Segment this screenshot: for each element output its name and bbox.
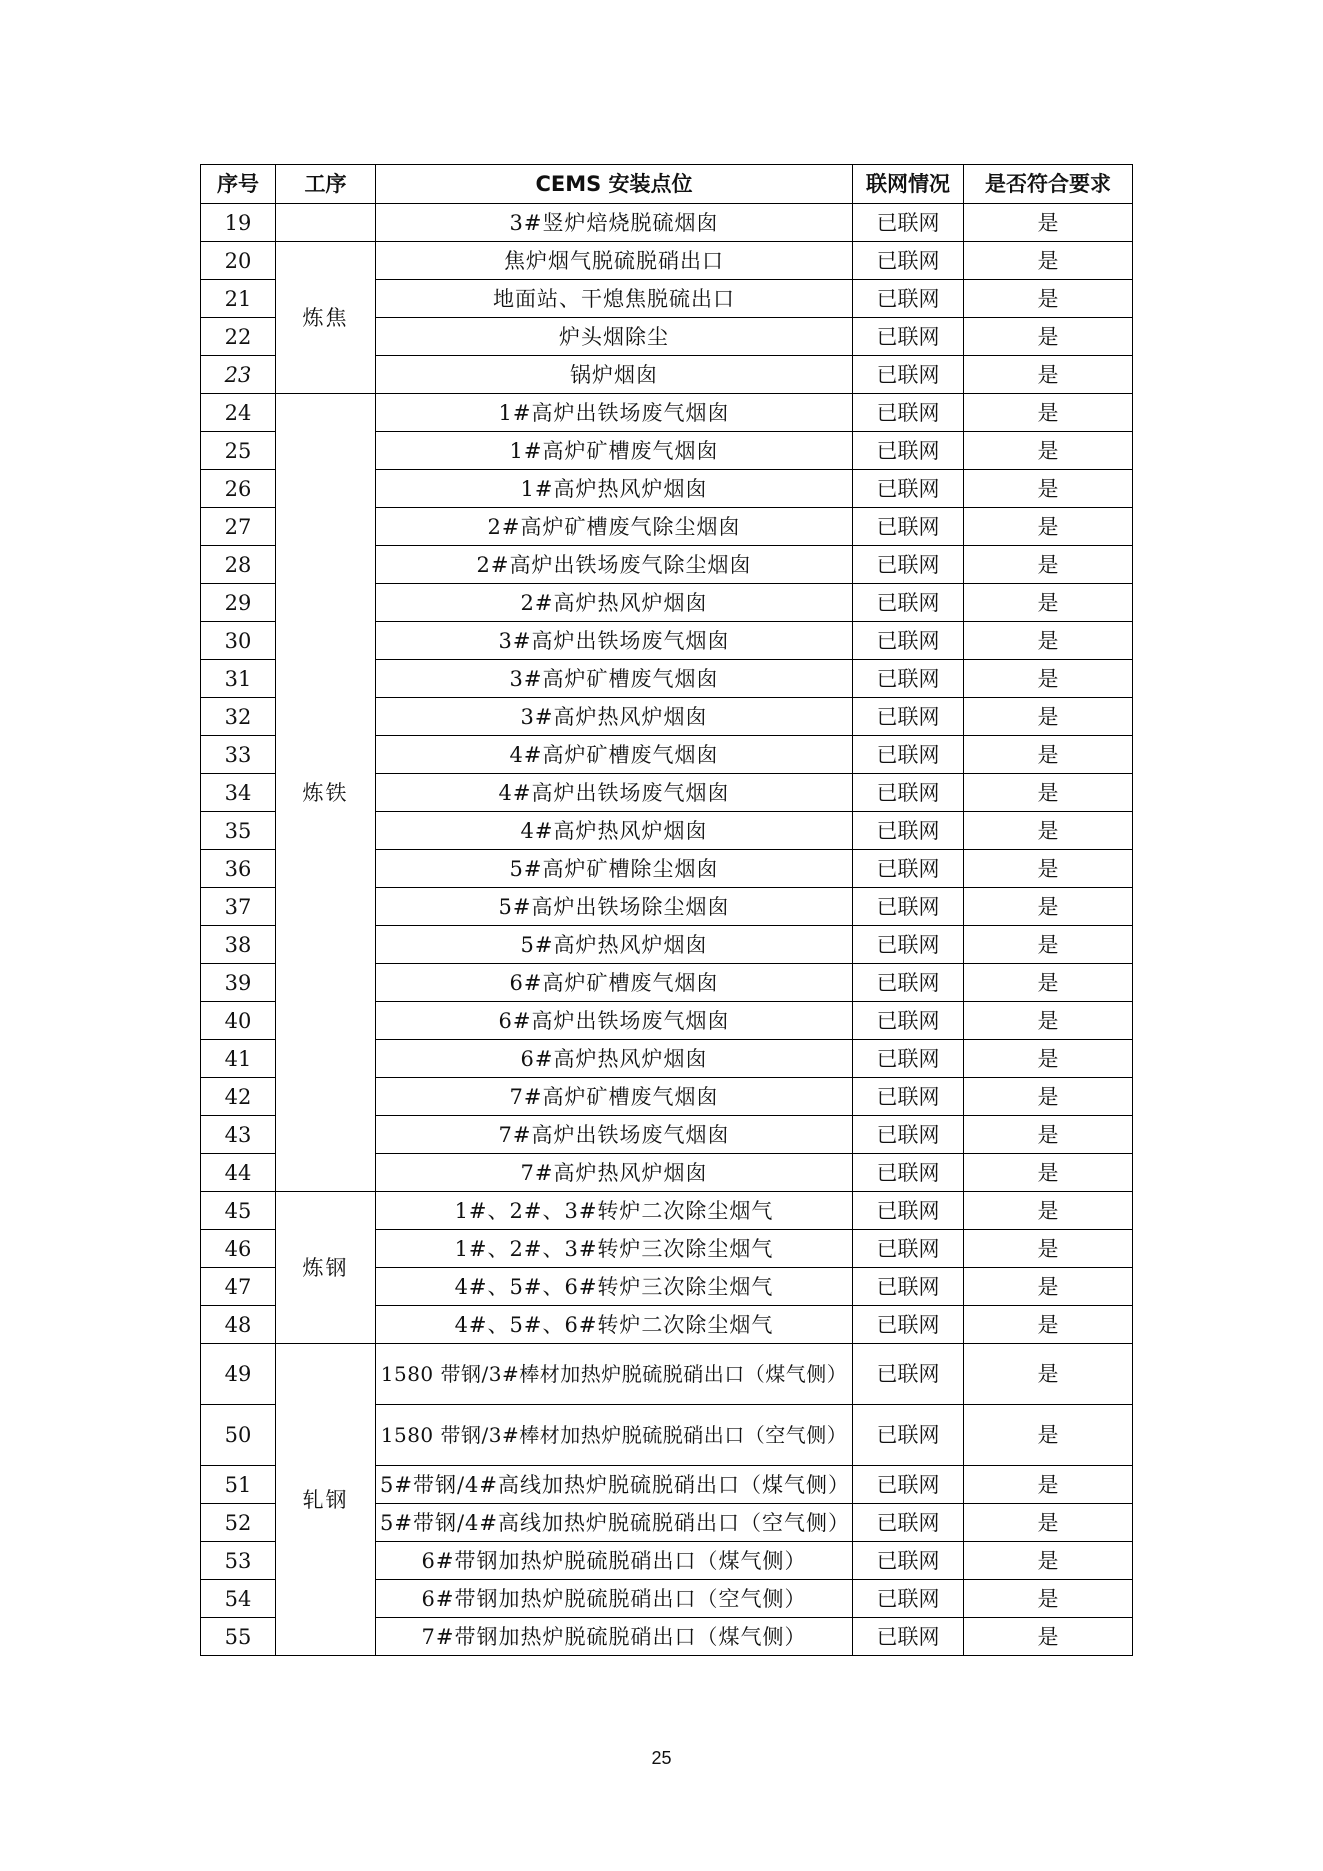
compliance-cell: 是 [964,1580,1133,1618]
location-cell: 4#高炉热风炉烟囱 [376,812,853,850]
compliance-cell: 是 [964,1504,1133,1542]
row-number: 41 [201,1040,276,1078]
compliance-cell: 是 [964,888,1133,926]
compliance-cell: 是 [964,584,1133,622]
compliance-cell: 是 [964,242,1133,280]
compliance-cell: 是 [964,964,1133,1002]
compliance-cell: 是 [964,280,1133,318]
header-network: 联网情况 [853,165,964,204]
network-status-cell: 已联网 [853,1542,964,1580]
compliance-cell: 是 [964,394,1133,432]
table-row [201,1344,1133,1405]
compliance-cell: 是 [964,356,1133,394]
row-number: 44 [201,1154,276,1192]
compliance-cell: 是 [964,470,1133,508]
location-cell: 5#高炉热风炉烟囱 [376,926,853,964]
network-status-cell: 已联网 [853,356,964,394]
header-compliant: 是否符合要求 [964,165,1133,204]
table-row [201,242,1133,280]
row-number: 19 [201,204,276,242]
location-cell: 5#带钢/4#高线加热炉脱硫脱硝出口（空气侧） [376,1504,853,1542]
location-cell: 6#高炉出铁场废气烟囱 [376,1002,853,1040]
row-number: 55 [201,1618,276,1656]
row-number: 49 [201,1344,276,1405]
network-status-cell: 已联网 [853,698,964,736]
row-number: 32 [201,698,276,736]
compliance-cell: 是 [964,1268,1133,1306]
row-number: 40 [201,1002,276,1040]
network-status-cell: 已联网 [853,736,964,774]
row-number: 31 [201,660,276,698]
row-number: 25 [201,432,276,470]
location-cell: 7#高炉出铁场废气烟囱 [376,1116,853,1154]
location-cell: 1#、2#、3#转炉三次除尘烟气 [376,1230,853,1268]
network-status-cell: 已联网 [853,318,964,356]
header-no: 序号 [201,165,276,204]
network-status-cell: 已联网 [853,1580,964,1618]
location-cell: 焦炉烟气脱硫脱硝出口 [376,242,853,280]
network-status-cell: 已联网 [853,432,964,470]
network-status-cell: 已联网 [853,394,964,432]
table-row [201,1192,1133,1230]
compliance-cell: 是 [964,812,1133,850]
row-number: 45 [201,1192,276,1230]
location-cell: 6#带钢加热炉脱硫脱硝出口（煤气侧） [376,1542,853,1580]
location-cell: 1#、2#、3#转炉二次除尘烟气 [376,1192,853,1230]
network-status-cell: 已联网 [853,508,964,546]
table-row [201,394,1133,432]
network-status-cell: 已联网 [853,622,964,660]
location-cell: 2#高炉出铁场废气除尘烟囱 [376,546,853,584]
compliance-cell: 是 [964,1040,1133,1078]
row-number: 28 [201,546,276,584]
compliance-cell: 是 [964,1306,1133,1344]
location-cell: 锅炉烟囱 [376,356,853,394]
process-cell: 炼焦 [276,242,376,394]
compliance-cell: 是 [964,1466,1133,1504]
compliance-cell: 是 [964,850,1133,888]
network-status-cell: 已联网 [853,774,964,812]
row-number: 34 [201,774,276,812]
compliance-cell: 是 [964,1078,1133,1116]
table-body [201,204,1133,1656]
compliance-cell: 是 [964,1002,1133,1040]
compliance-cell: 是 [964,318,1133,356]
location-cell: 4#、5#、6#转炉二次除尘烟气 [376,1306,853,1344]
location-cell: 1#高炉热风炉烟囱 [376,470,853,508]
row-number: 20 [201,242,276,280]
compliance-cell: 是 [964,1116,1133,1154]
row-number: 37 [201,888,276,926]
location-cell: 1580 带钢/3#棒材加热炉脱硫脱硝出口（煤气侧） [376,1344,853,1405]
row-number: 53 [201,1542,276,1580]
network-status-cell: 已联网 [853,280,964,318]
network-status-cell: 已联网 [853,1040,964,1078]
network-status-cell: 已联网 [853,1344,964,1405]
location-cell: 2#高炉矿槽废气除尘烟囱 [376,508,853,546]
row-number: 23 [201,356,276,394]
location-cell: 4#高炉出铁场废气烟囱 [376,774,853,812]
location-cell: 2#高炉热风炉烟囱 [376,584,853,622]
network-status-cell: 已联网 [853,1618,964,1656]
compliance-cell: 是 [964,1230,1133,1268]
row-number: 21 [201,280,276,318]
row-number: 35 [201,812,276,850]
location-cell: 3#高炉热风炉烟囱 [376,698,853,736]
location-cell: 炉头烟除尘 [376,318,853,356]
row-number: 36 [201,850,276,888]
row-number: 43 [201,1116,276,1154]
page-number: 25 [651,1748,672,1768]
location-cell: 3#竖炉焙烧脱硫烟囱 [376,204,853,242]
location-cell: 6#高炉热风炉烟囱 [376,1040,853,1078]
compliance-cell: 是 [964,546,1133,584]
location-cell: 5#带钢/4#高线加热炉脱硫脱硝出口（煤气侧） [376,1466,853,1504]
network-status-cell: 已联网 [853,470,964,508]
location-cell: 4#高炉矿槽废气烟囱 [376,736,853,774]
compliance-cell: 是 [964,1192,1133,1230]
location-cell: 3#高炉出铁场废气烟囱 [376,622,853,660]
network-status-cell: 已联网 [853,850,964,888]
compliance-cell: 是 [964,698,1133,736]
row-number: 47 [201,1268,276,1306]
row-number: 33 [201,736,276,774]
location-cell: 5#高炉矿槽除尘烟囱 [376,850,853,888]
row-number: 22 [201,318,276,356]
network-status-cell: 已联网 [853,546,964,584]
compliance-cell: 是 [964,774,1133,812]
location-cell: 4#、5#、6#转炉三次除尘烟气 [376,1268,853,1306]
compliance-cell: 是 [964,432,1133,470]
row-number: 46 [201,1230,276,1268]
compliance-cell: 是 [964,1542,1133,1580]
location-cell: 3#高炉矿槽废气烟囱 [376,660,853,698]
network-status-cell: 已联网 [853,1078,964,1116]
location-cell: 1580 带钢/3#棒材加热炉脱硫脱硝出口（空气侧） [376,1405,853,1466]
network-status-cell: 已联网 [853,1116,964,1154]
compliance-cell: 是 [964,508,1133,546]
compliance-cell: 是 [964,926,1133,964]
location-cell: 7#高炉矿槽废气烟囱 [376,1078,853,1116]
row-number: 50 [201,1405,276,1466]
location-cell: 地面站、干熄焦脱硫出口 [376,280,853,318]
location-cell: 1#高炉矿槽废气烟囱 [376,432,853,470]
cems-table [200,164,1133,1656]
location-cell: 7#高炉热风炉烟囱 [376,1154,853,1192]
network-status-cell: 已联网 [853,1466,964,1504]
compliance-cell: 是 [964,660,1133,698]
table-row [201,204,1133,242]
row-number: 29 [201,584,276,622]
network-status-cell: 已联网 [853,812,964,850]
network-status-cell: 已联网 [853,1192,964,1230]
process-cell [276,204,376,242]
row-number: 48 [201,1306,276,1344]
compliance-cell: 是 [964,622,1133,660]
row-number: 54 [201,1580,276,1618]
network-status-cell: 已联网 [853,204,964,242]
location-cell: 6#带钢加热炉脱硫脱硝出口（空气侧） [376,1580,853,1618]
row-number: 42 [201,1078,276,1116]
header-process: 工序 [276,165,376,204]
network-status-cell: 已联网 [853,888,964,926]
process-cell: 轧钢 [276,1344,376,1656]
compliance-cell: 是 [964,204,1133,242]
location-cell: 6#高炉矿槽废气烟囱 [376,964,853,1002]
row-number: 27 [201,508,276,546]
location-cell: 5#高炉出铁场除尘烟囱 [376,888,853,926]
network-status-cell: 已联网 [853,1230,964,1268]
network-status-cell: 已联网 [853,1504,964,1542]
row-number: 38 [201,926,276,964]
network-status-cell: 已联网 [853,660,964,698]
location-cell: 1#高炉出铁场废气烟囱 [376,394,853,432]
row-number: 30 [201,622,276,660]
table-header-row [201,165,1133,204]
network-status-cell: 已联网 [853,242,964,280]
process-cell: 炼铁 [276,394,376,1192]
network-status-cell: 已联网 [853,1306,964,1344]
compliance-cell: 是 [964,736,1133,774]
row-number: 26 [201,470,276,508]
compliance-cell: 是 [964,1154,1133,1192]
header-location: CEMS 安装点位 [376,165,853,204]
network-status-cell: 已联网 [853,926,964,964]
row-number: 52 [201,1504,276,1542]
row-number: 51 [201,1466,276,1504]
row-number: 24 [201,394,276,432]
row-number: 39 [201,964,276,1002]
location-cell: 7#带钢加热炉脱硫脱硝出口（煤气侧） [376,1618,853,1656]
compliance-cell: 是 [964,1344,1133,1405]
network-status-cell: 已联网 [853,1405,964,1466]
process-cell: 炼钢 [276,1192,376,1344]
compliance-cell: 是 [964,1618,1133,1656]
network-status-cell: 已联网 [853,1002,964,1040]
network-status-cell: 已联网 [853,1268,964,1306]
compliance-cell: 是 [964,1405,1133,1466]
network-status-cell: 已联网 [853,964,964,1002]
network-status-cell: 已联网 [853,1154,964,1192]
network-status-cell: 已联网 [853,584,964,622]
